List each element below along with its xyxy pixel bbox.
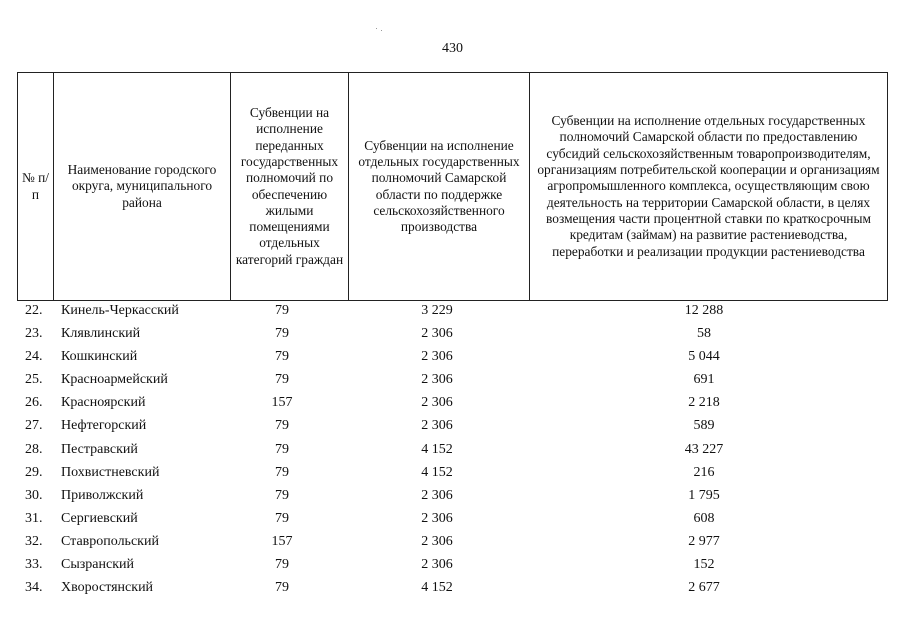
row-agriculture-value: 4 152 [421, 580, 453, 596]
row-housing-value: 157 [271, 395, 293, 411]
row-name: Сергиевский [61, 510, 138, 526]
table-header [17, 72, 888, 301]
row-agriculture-value: 2 306 [421, 372, 453, 388]
row-number: 29. [25, 464, 43, 480]
table-row [17, 507, 887, 530]
row-credit-value: 608 [693, 510, 715, 526]
row-credit-value: 2 677 [688, 580, 720, 596]
row-agriculture-value: 2 306 [421, 557, 453, 573]
row-agriculture-value: 3 229 [421, 303, 453, 318]
row-number: 30. [25, 487, 43, 503]
table-row [17, 322, 887, 345]
row-housing-value: 157 [271, 533, 293, 549]
row-number: 24. [25, 349, 43, 365]
row-credit-value: 691 [693, 372, 715, 388]
row-housing-value: 79 [275, 557, 289, 573]
row-credit-value: 2 977 [688, 533, 720, 549]
row-number: 25. [25, 372, 43, 388]
row-credit-value: 58 [697, 326, 711, 342]
row-number: 31. [25, 510, 43, 526]
row-credit-value: 152 [693, 557, 715, 573]
row-agriculture-value: 4 152 [421, 464, 453, 480]
table-row [17, 484, 887, 507]
row-agriculture-value: 2 306 [421, 533, 453, 549]
row-name: Красноармейский [61, 372, 168, 388]
row-number: 26. [25, 395, 43, 411]
row-housing-value: 79 [275, 372, 289, 388]
scan-speck [381, 30, 382, 31]
row-housing-value: 79 [275, 464, 289, 480]
row-agriculture-value: 2 306 [421, 510, 453, 526]
row-number: 32. [25, 533, 43, 549]
row-agriculture-value: 2 306 [421, 487, 453, 503]
table-row [17, 299, 887, 322]
row-agriculture-value: 2 306 [421, 395, 453, 411]
row-agriculture-value: 4 152 [421, 441, 453, 457]
table-row [17, 553, 887, 576]
row-name: Пестравский [61, 441, 138, 457]
table-row [17, 391, 887, 414]
table-row [17, 530, 887, 553]
row-name: Хворостянский [61, 580, 154, 596]
table-row [17, 368, 887, 391]
header-housing-subvention: Субвенции на исполнение переданных государственных полномочий по обеспечению жилыми помещениями отдельных категорий граждан [231, 73, 349, 301]
row-credit-value: 5 044 [688, 349, 720, 365]
header-number: № п/п [18, 73, 54, 301]
row-name: Клявлинский [61, 326, 141, 342]
row-number: 28. [25, 441, 43, 457]
row-number: 33. [25, 557, 43, 573]
row-housing-value: 79 [275, 349, 289, 365]
scan-speck [376, 28, 377, 29]
header-credit-subvention: Субвенции на исполнение отдельных государственных полномочий Самарской области по предоставлению субсидий сельскохозяйственным товаропроизводителям, организациям потребительской кооперации и организациям агропромышленного комплекса, осуществляющим свою деятельность на территории Самарской области, в целях возмещения части процентной ставки по краткосрочным кредитам (займам) на развитие растениеводства, переработки и реализации продукции растениеводства [530, 73, 888, 301]
row-number: 23. [25, 326, 43, 342]
row-credit-value: 43 227 [684, 441, 724, 457]
table-row [17, 345, 887, 368]
row-credit-value: 12 288 [684, 303, 724, 318]
row-housing-value: 79 [275, 441, 289, 457]
row-agriculture-value: 2 306 [421, 418, 453, 434]
row-name: Ставропольский [61, 533, 159, 549]
row-name: Похвистневский [61, 464, 160, 480]
table-row [17, 438, 887, 461]
row-number: 22. [25, 303, 43, 318]
row-credit-value: 2 218 [688, 395, 720, 411]
table-row [17, 414, 887, 437]
row-agriculture-value: 2 306 [421, 326, 453, 342]
row-agriculture-value: 2 306 [421, 349, 453, 365]
row-number: 27. [25, 418, 43, 434]
row-housing-value: 79 [275, 487, 289, 503]
row-name: Кинель-Черкасский [61, 303, 179, 318]
row-name: Приволжский [61, 487, 144, 503]
header-name: Наименование городского округа, муниципального района [54, 73, 231, 301]
row-name: Нефтегорский [61, 418, 147, 434]
row-name: Кошкинский [61, 349, 138, 365]
page-number: 430 [442, 41, 463, 56]
row-credit-value: 216 [693, 464, 715, 480]
row-housing-value: 79 [275, 580, 289, 596]
row-housing-value: 79 [275, 418, 289, 434]
row-housing-value: 79 [275, 326, 289, 342]
row-name: Сызранский [61, 557, 134, 573]
table-row [17, 576, 887, 599]
header-agriculture-subvention: Субвенции на исполнение отдельных государственных полномочий Самарской области по поддержке сельскохозяйственного производства [349, 73, 530, 301]
table-row [17, 461, 887, 484]
table-body [17, 299, 887, 599]
row-number: 34. [25, 580, 43, 596]
row-credit-value: 1 795 [688, 487, 720, 503]
row-credit-value: 589 [693, 418, 715, 434]
row-housing-value: 79 [275, 510, 289, 526]
row-housing-value: 79 [275, 303, 289, 318]
row-name: Красноярский [61, 395, 146, 411]
